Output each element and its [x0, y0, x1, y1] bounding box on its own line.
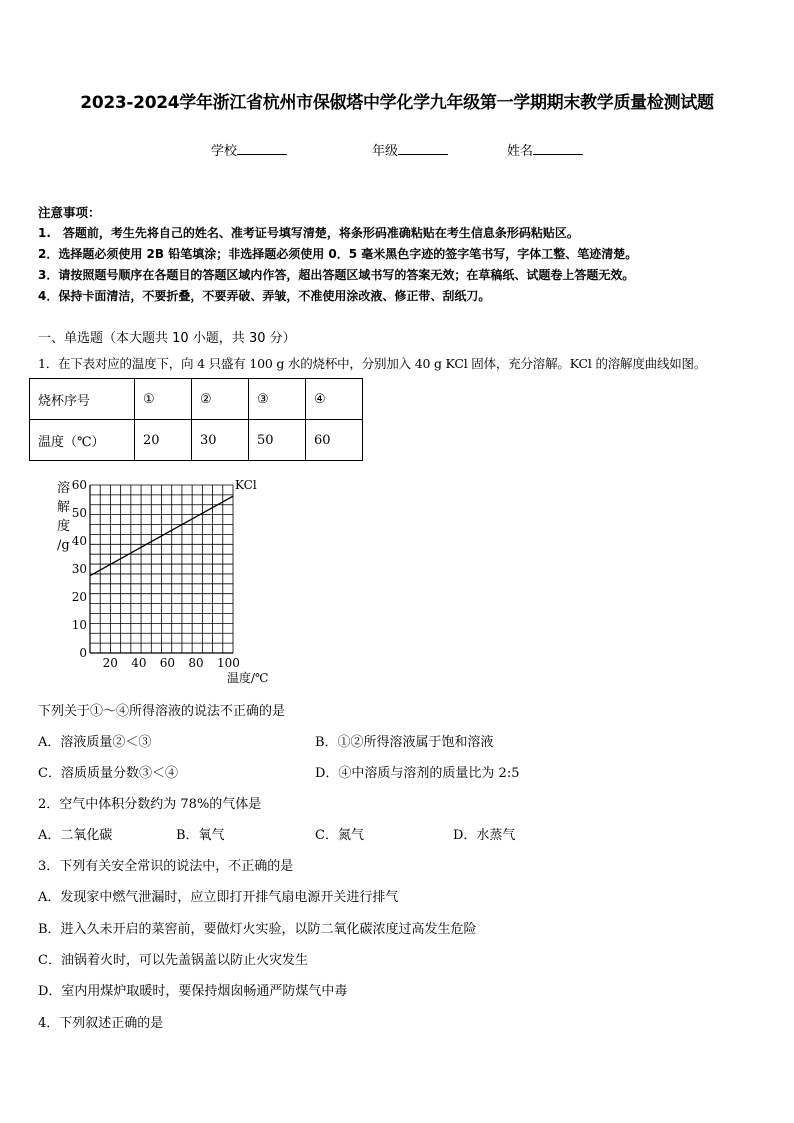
beaker-table [29, 378, 363, 461]
table-cell: 30 [192, 420, 249, 461]
notice-heading: 注意事项： [38, 205, 101, 220]
notice-item: 1. 答题前，考生先将自己的姓名、准考证号填写清楚，将条形码准确粘贴在考生信息条形码粘贴区。 [38, 226, 579, 240]
q1-option-a[interactable]: A．溶液质量②＜③ [38, 735, 152, 750]
q2-option-a[interactable]: A．二氧化碳 [38, 828, 113, 843]
x-tick-label: 60 [159, 656, 176, 670]
x-tick-label: 100 [217, 656, 240, 670]
notice-item: 3．请按照题号顺序在各题目的答题区域内作答，超出答题区域书写的答案无效；在草稿纸、试题卷上答题无效。 [38, 268, 635, 282]
section-title: 一、单选题（本大题共 10 小题，共 30 分） [38, 331, 296, 346]
chart-series [90, 478, 257, 576]
q2-stem: 2．空气中体积分数约为 78%的气体是 [38, 797, 262, 812]
q3-stem: 3．下列有关安全常识的说法中，不正确的是 [38, 859, 294, 874]
y-tick-label: 40 [71, 534, 87, 548]
q2-option-c[interactable]: C．氮气 [315, 828, 364, 843]
series-label: KCl [235, 478, 257, 493]
table-cell: 温度（℃） [30, 420, 135, 461]
name-blank[interactable] [533, 141, 583, 155]
x-tick-label: 40 [131, 656, 147, 670]
y-axis-label-char: 溶 [57, 481, 71, 496]
grade-label: 年级 [372, 144, 399, 159]
y-axis-label [57, 480, 70, 553]
chart-grid [90, 485, 233, 653]
q1-option-c[interactable]: C．溶质质量分数③＜④ [38, 766, 178, 781]
q3-option-c[interactable]: C．油锅着火时，可以先盖锅盖以防止火灾发生 [38, 953, 308, 968]
x-axis-label: 温度/℃ [227, 671, 269, 685]
grade-blank[interactable] [398, 141, 448, 155]
q4-stem: 4．下列叙述正确的是 [38, 1016, 164, 1031]
table-row [30, 379, 363, 420]
q1-prompt: 下列关于①～④所得溶液的说法不正确的是 [38, 704, 286, 719]
y-tick-label: 20 [71, 590, 87, 604]
school-blank[interactable] [237, 141, 287, 155]
table-cell: 60 [306, 420, 363, 461]
notice-item: 4．保持卡面清洁，不要折叠，不要弄破、弄皱，不准使用涂改液、修正带、刮纸刀。 [38, 289, 491, 303]
table-cell: ③ [249, 379, 306, 420]
name-field[interactable] [507, 140, 583, 159]
q2-option-d[interactable]: D．水蒸气 [453, 828, 516, 843]
q3-option-d[interactable]: D．室内用煤炉取暖时，要保持烟囱畅通严防煤气中毒 [38, 984, 348, 999]
y-axis-label-char: 度 [57, 519, 71, 534]
school-label: 学校 [211, 144, 238, 159]
y-tick-label: 10 [71, 618, 87, 632]
y-axis-label-char: 解 [57, 500, 71, 515]
q1-stem: 1．在下表对应的温度下，向 4 只盛有 100 g 水的烧杯中，分别加入 40 g KCl 固体，充分溶解。KCl 的溶解度曲线如图。 [38, 356, 707, 371]
x-tick-labels [103, 656, 240, 670]
q1-option-b[interactable]: B．①②所得溶液属于饱和溶液 [315, 735, 494, 750]
y-axis-label-char: /g [57, 538, 70, 553]
q3-option-b[interactable]: B．进入久未开启的菜窖前，要做灯火实验，以防二氧化碳浓度过高发生危险 [38, 922, 477, 937]
q2-option-b[interactable]: B．氧气 [176, 828, 225, 843]
table-cell: ④ [306, 379, 363, 420]
table-cell: ① [135, 379, 192, 420]
y-tick-label: 60 [71, 478, 87, 492]
school-field[interactable] [211, 140, 287, 159]
table-cell: 烧杯序号 [30, 379, 135, 420]
q1-option-d[interactable]: D．④中溶质与溶剂的质量比为 2:5 [315, 766, 520, 781]
y-tick-label: 30 [71, 562, 87, 576]
page-title: 2023-2024学年浙江省杭州市保俶塔中学化学九年级第一学期期末教学质量检测试题 [80, 93, 714, 113]
notice-item: 2．选择题必须使用 2B 铅笔填涂；非选择题必须使用 0．5 毫米黑色字迹的签字笔书写，字体工整、笔迹清楚。 [38, 247, 638, 261]
table-cell: 20 [135, 420, 192, 461]
y-tick-label: 0 [79, 646, 87, 660]
grade-field[interactable] [372, 140, 448, 159]
name-label: 姓名 [507, 144, 534, 159]
table-cell: ② [192, 379, 249, 420]
x-tick-label: 20 [102, 656, 118, 670]
y-tick-labels [72, 478, 87, 660]
table-cell: 50 [249, 420, 306, 461]
x-tick-label: 80 [188, 656, 204, 670]
y-tick-label: 50 [71, 506, 87, 520]
q3-option-a[interactable]: A．发现家中燃气泄漏时，应立即打开排气扇电源开关进行排气 [38, 890, 399, 905]
solubility-chart [40, 472, 300, 687]
table-row [30, 420, 363, 461]
